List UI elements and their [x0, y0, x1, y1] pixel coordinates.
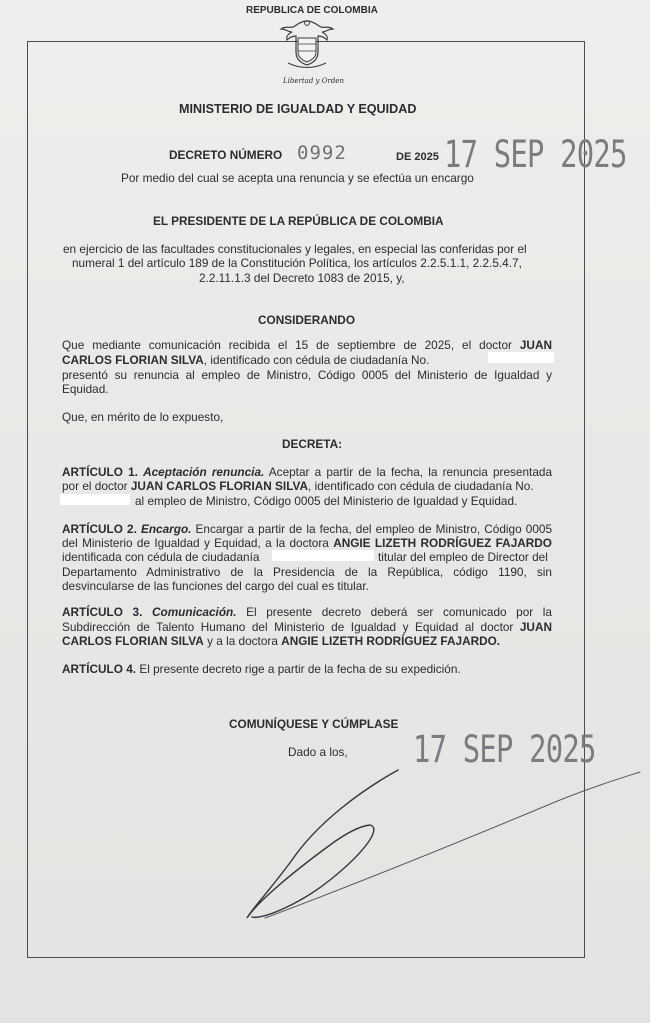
article-text: Aceptar a partir de la fecha, la renuncia presentada — [268, 465, 553, 479]
considerando-heading: CONSIDERANDO — [258, 313, 356, 327]
article-2-line-4: Departamento Administrativo de la Presidencia de la República, código 1190, sin — [62, 565, 552, 579]
article-title: Encargo. — [140, 522, 192, 536]
decree-year-label: DE 2025 — [396, 151, 439, 163]
article-2-line-5: desvincularse de las funciones del cargo del cual es titular. — [62, 579, 369, 593]
article-1-line-3: al empleo de Ministro, Código 0005 del Ministerio de Igualdad y Equidad. — [135, 494, 518, 508]
article-label: ARTÍCULO 2. — [62, 522, 137, 536]
article-2-line-3a: identificada con cédula de ciudadanía — [62, 550, 260, 564]
considerando-text: Que mediante comunicación recibida el 15 de septiembre de 2025, el doctor — [62, 338, 512, 352]
article-label: ARTÍCULO 1. — [62, 465, 138, 479]
person-name: CARLOS FLORIAN SILVA — [62, 353, 204, 367]
article-text: Encargar a partir de la fecha, del empleo de Ministro, Código 0005 — [195, 522, 553, 536]
article-text: El presente decreto rige a partir de la fecha de su expedición. — [139, 662, 461, 676]
article-text: El presente decreto deberá ser comunicado por la — [246, 605, 552, 619]
ministry-title: MINISTERIO DE IGUALDAD Y EQUIDAD — [179, 102, 417, 116]
article-text: por el doctor — [62, 479, 128, 493]
decree-number: 0992 — [297, 142, 347, 164]
person-name: JUAN CARLOS FLORIAN SILVA — [130, 479, 309, 493]
considerando-line-5: Que, en mérito de lo expuesto, — [62, 410, 224, 424]
article-label: ARTÍCULO 3. — [62, 605, 143, 619]
person-name: JUAN — [519, 620, 552, 634]
date-stamp-top: 17 SEP 2025 — [444, 133, 627, 176]
person-name: ANGIE LIZETH RODRÍGUEZ FAJARDO. — [281, 634, 501, 648]
considerando-line-3: presentó su renuncia al empleo de Ministro, Código 0005 del Ministerio de Igualdad y — [62, 368, 552, 382]
article-title: Comunicación. — [151, 605, 237, 619]
decree-label: DECRETO NÚMERO — [169, 148, 283, 162]
date-stamp-bottom: 17 SEP 2025 — [413, 728, 596, 771]
article-text: , identificado con cédula de ciudadanía No. — [308, 479, 534, 493]
article-2-line-3b: titular del empleo de Director del — [378, 550, 548, 564]
article-text: y a la doctora — [207, 634, 278, 648]
powers-line-1: en ejercicio de las facultades constitucionales y legales, en especial las conferidas por el — [63, 242, 527, 256]
issuer-title: EL PRESIDENTE DE LA REPÚBLICA DE COLOMBIA — [153, 214, 444, 228]
article-text: del Ministerio de Igualdad y Equidad, a la doctora — [62, 536, 329, 550]
country-heading: REPUBLICA DE COLOMBIA — [246, 5, 378, 16]
article-title: Aceptación renuncia. — [143, 465, 265, 479]
motto-text: Libertad y Orden — [283, 77, 344, 85]
article-label: ARTÍCULO 4. — [62, 662, 137, 676]
powers-line-2: numeral 1 del artículo 189 de la Constitución Política, los artículos 2.2.5.1.1, 2.2.5.4.7, — [72, 256, 522, 270]
decree-subject: Por medio del cual se acepta una renuncia y se efectúa un encargo — [121, 171, 474, 185]
person-name: JUAN — [519, 338, 552, 352]
given-text: Dado a los, — [288, 745, 348, 759]
considerando-text: , identificado con cédula de ciudadanía No. — [203, 353, 430, 367]
considerando-line-4: Equidad. — [62, 382, 109, 396]
person-name: CARLOS FLORIAN SILVA — [62, 634, 204, 648]
article-text: Subdirección de Talento Humano del Ministerio de Igualdad y Equidad al doctor — [62, 620, 514, 634]
decreta-heading: DECRETA: — [282, 437, 343, 451]
closing-formula: COMUNÍQUESE Y CÚMPLASE — [229, 717, 399, 731]
person-name: ANGIE LIZETH RODRÍGUEZ FAJARDO — [333, 536, 552, 550]
powers-line-3: 2.2.11.1.3 del Decreto 1083 de 2015, y, — [199, 271, 405, 285]
